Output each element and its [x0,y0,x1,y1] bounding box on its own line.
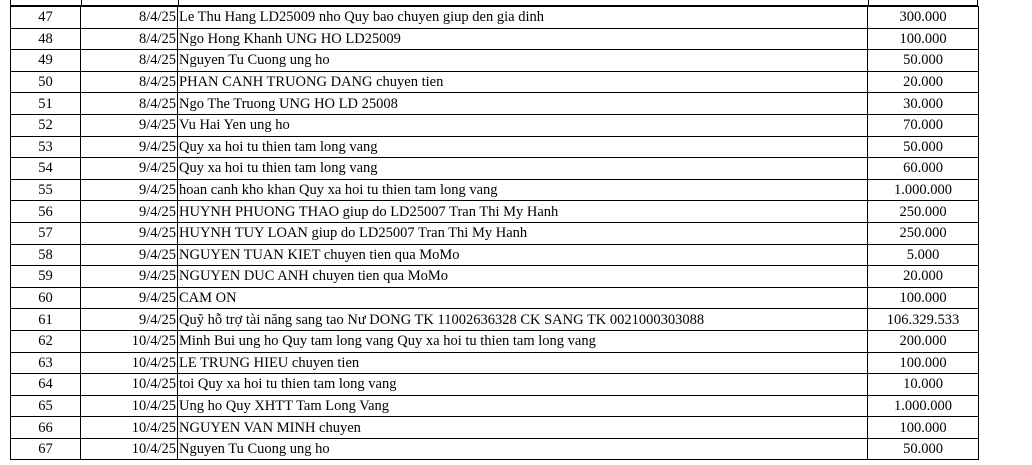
transaction-date: 8/4/25 [81,71,178,93]
transaction-amount: 50.000 [868,136,979,158]
transaction-date: 9/4/25 [81,287,178,309]
donation-table [10,6,979,460]
transaction-date: 9/4/25 [81,158,178,180]
transaction-description: PHAN CANH TRUONG DANG chuyen tien [178,71,868,93]
transaction-description: hoan canh kho khan Quy xa hoi tu thien tam long vang [178,179,868,201]
row-number: 55 [11,179,81,201]
transaction-amount: 60.000 [868,158,979,180]
statement-sheet [10,0,978,460]
transaction-date: 9/4/25 [81,136,178,158]
table-row [11,114,979,136]
transaction-date: 8/4/25 [81,50,178,72]
transaction-amount: 5.000 [868,244,979,266]
transaction-description: Nguyen Tu Cuong ung ho [178,438,868,460]
transaction-amount: 100.000 [868,28,979,50]
table-row [11,330,979,352]
transaction-description: NGUYEN VAN MINH chuyen [178,417,868,439]
transaction-amount: 250.000 [868,201,979,223]
transaction-amount: 100.000 [868,417,979,439]
table-row [11,222,979,244]
table-row [11,374,979,396]
table-row [11,50,979,72]
row-number: 59 [11,266,81,288]
transaction-date: 8/4/25 [81,7,178,29]
table-row [11,395,979,417]
previous-row-remnant [10,0,978,6]
transaction-description: HUYNH TUY LOAN giup do LD25007 Tran Thi My Hanh [178,222,868,244]
transaction-description: Ngo Hong Khanh UNG HO LD25009 [178,28,868,50]
row-number: 48 [11,28,81,50]
transaction-date: 8/4/25 [81,93,178,115]
transaction-description: Nguyen Tu Cuong ung ho [178,50,868,72]
transaction-amount: 50.000 [868,438,979,460]
transaction-amount: 300.000 [868,7,979,29]
table-row [11,266,979,288]
transaction-date: 9/4/25 [81,201,178,223]
transaction-date: 10/4/25 [81,417,178,439]
row-number: 47 [11,7,81,29]
transaction-description: Quy xa hoi tu thien tam long vang [178,136,868,158]
transaction-date: 10/4/25 [81,330,178,352]
transaction-description: Ngo The Truong UNG HO LD 25008 [178,93,868,115]
row-number: 51 [11,93,81,115]
row-number: 49 [11,50,81,72]
transaction-description: Le Thu Hang LD25009 nho Quy bao chuyen giup den gia dinh [178,7,868,29]
table-row [11,136,979,158]
donation-rows [11,7,979,460]
transaction-description: Minh Bui ung ho Quy tam long vang Quy xa hoi tu thien tam long vang [178,330,868,352]
row-number: 54 [11,158,81,180]
table-row [11,287,979,309]
transaction-amount: 100.000 [868,287,979,309]
table-row [11,244,979,266]
table-row [11,179,979,201]
transaction-amount: 70.000 [868,114,979,136]
transaction-amount: 1.000.000 [868,179,979,201]
transaction-amount: 200.000 [868,330,979,352]
transaction-description: CAM ON [178,287,868,309]
transaction-date: 9/4/25 [81,179,178,201]
transaction-description: Quy xa hoi tu thien tam long vang [178,158,868,180]
transaction-description: toi Quy xa hoi tu thien tam long vang [178,374,868,396]
table-row [11,71,979,93]
row-number: 57 [11,222,81,244]
transaction-description: Vu Hai Yen ung ho [178,114,868,136]
table-row [11,158,979,180]
transaction-date: 9/4/25 [81,309,178,331]
row-number: 50 [11,71,81,93]
row-number: 61 [11,309,81,331]
table-row [11,93,979,115]
transaction-date: 10/4/25 [81,352,178,374]
table-row [11,309,979,331]
transaction-date: 10/4/25 [81,374,178,396]
transaction-description: HUYNH PHUONG THAO giup do LD25007 Tran Thi My Hanh [178,201,868,223]
transaction-amount: 50.000 [868,50,979,72]
transaction-date: 9/4/25 [81,266,178,288]
transaction-date: 8/4/25 [81,28,178,50]
transaction-description: Quỹ hỗ trợ tài năng sang tao Nư DONG TK 11002636328 CK SANG TK 0021000303088 [178,309,868,331]
row-number: 66 [11,417,81,439]
transaction-amount: 106.329.533 [868,309,979,331]
row-number: 60 [11,287,81,309]
table-row [11,352,979,374]
row-number: 53 [11,136,81,158]
row-number: 67 [11,438,81,460]
transaction-amount: 20.000 [868,266,979,288]
row-number: 64 [11,374,81,396]
transaction-amount: 10.000 [868,374,979,396]
table-row [11,28,979,50]
row-number: 58 [11,244,81,266]
transaction-amount: 1.000.000 [868,395,979,417]
transaction-description: Ung ho Quy XHTT Tam Long Vang [178,395,868,417]
table-row [11,7,979,29]
row-number: 62 [11,330,81,352]
transaction-amount: 20.000 [868,71,979,93]
transaction-date: 10/4/25 [81,395,178,417]
table-row [11,417,979,439]
row-number: 56 [11,201,81,223]
transaction-date: 9/4/25 [81,222,178,244]
transaction-description: NGUYEN TUAN KIET chuyen tien qua MoMo [178,244,868,266]
transaction-date: 9/4/25 [81,244,178,266]
row-number: 65 [11,395,81,417]
table-row [11,201,979,223]
transaction-description: LE TRUNG HIEU chuyen tien [178,352,868,374]
row-number: 52 [11,114,81,136]
row-number: 63 [11,352,81,374]
transaction-amount: 30.000 [868,93,979,115]
table-row [11,438,979,460]
transaction-date: 10/4/25 [81,438,178,460]
transaction-date: 9/4/25 [81,114,178,136]
transaction-amount: 250.000 [868,222,979,244]
transaction-amount: 100.000 [868,352,979,374]
transaction-description: NGUYEN DUC ANH chuyen tien qua MoMo [178,266,868,288]
